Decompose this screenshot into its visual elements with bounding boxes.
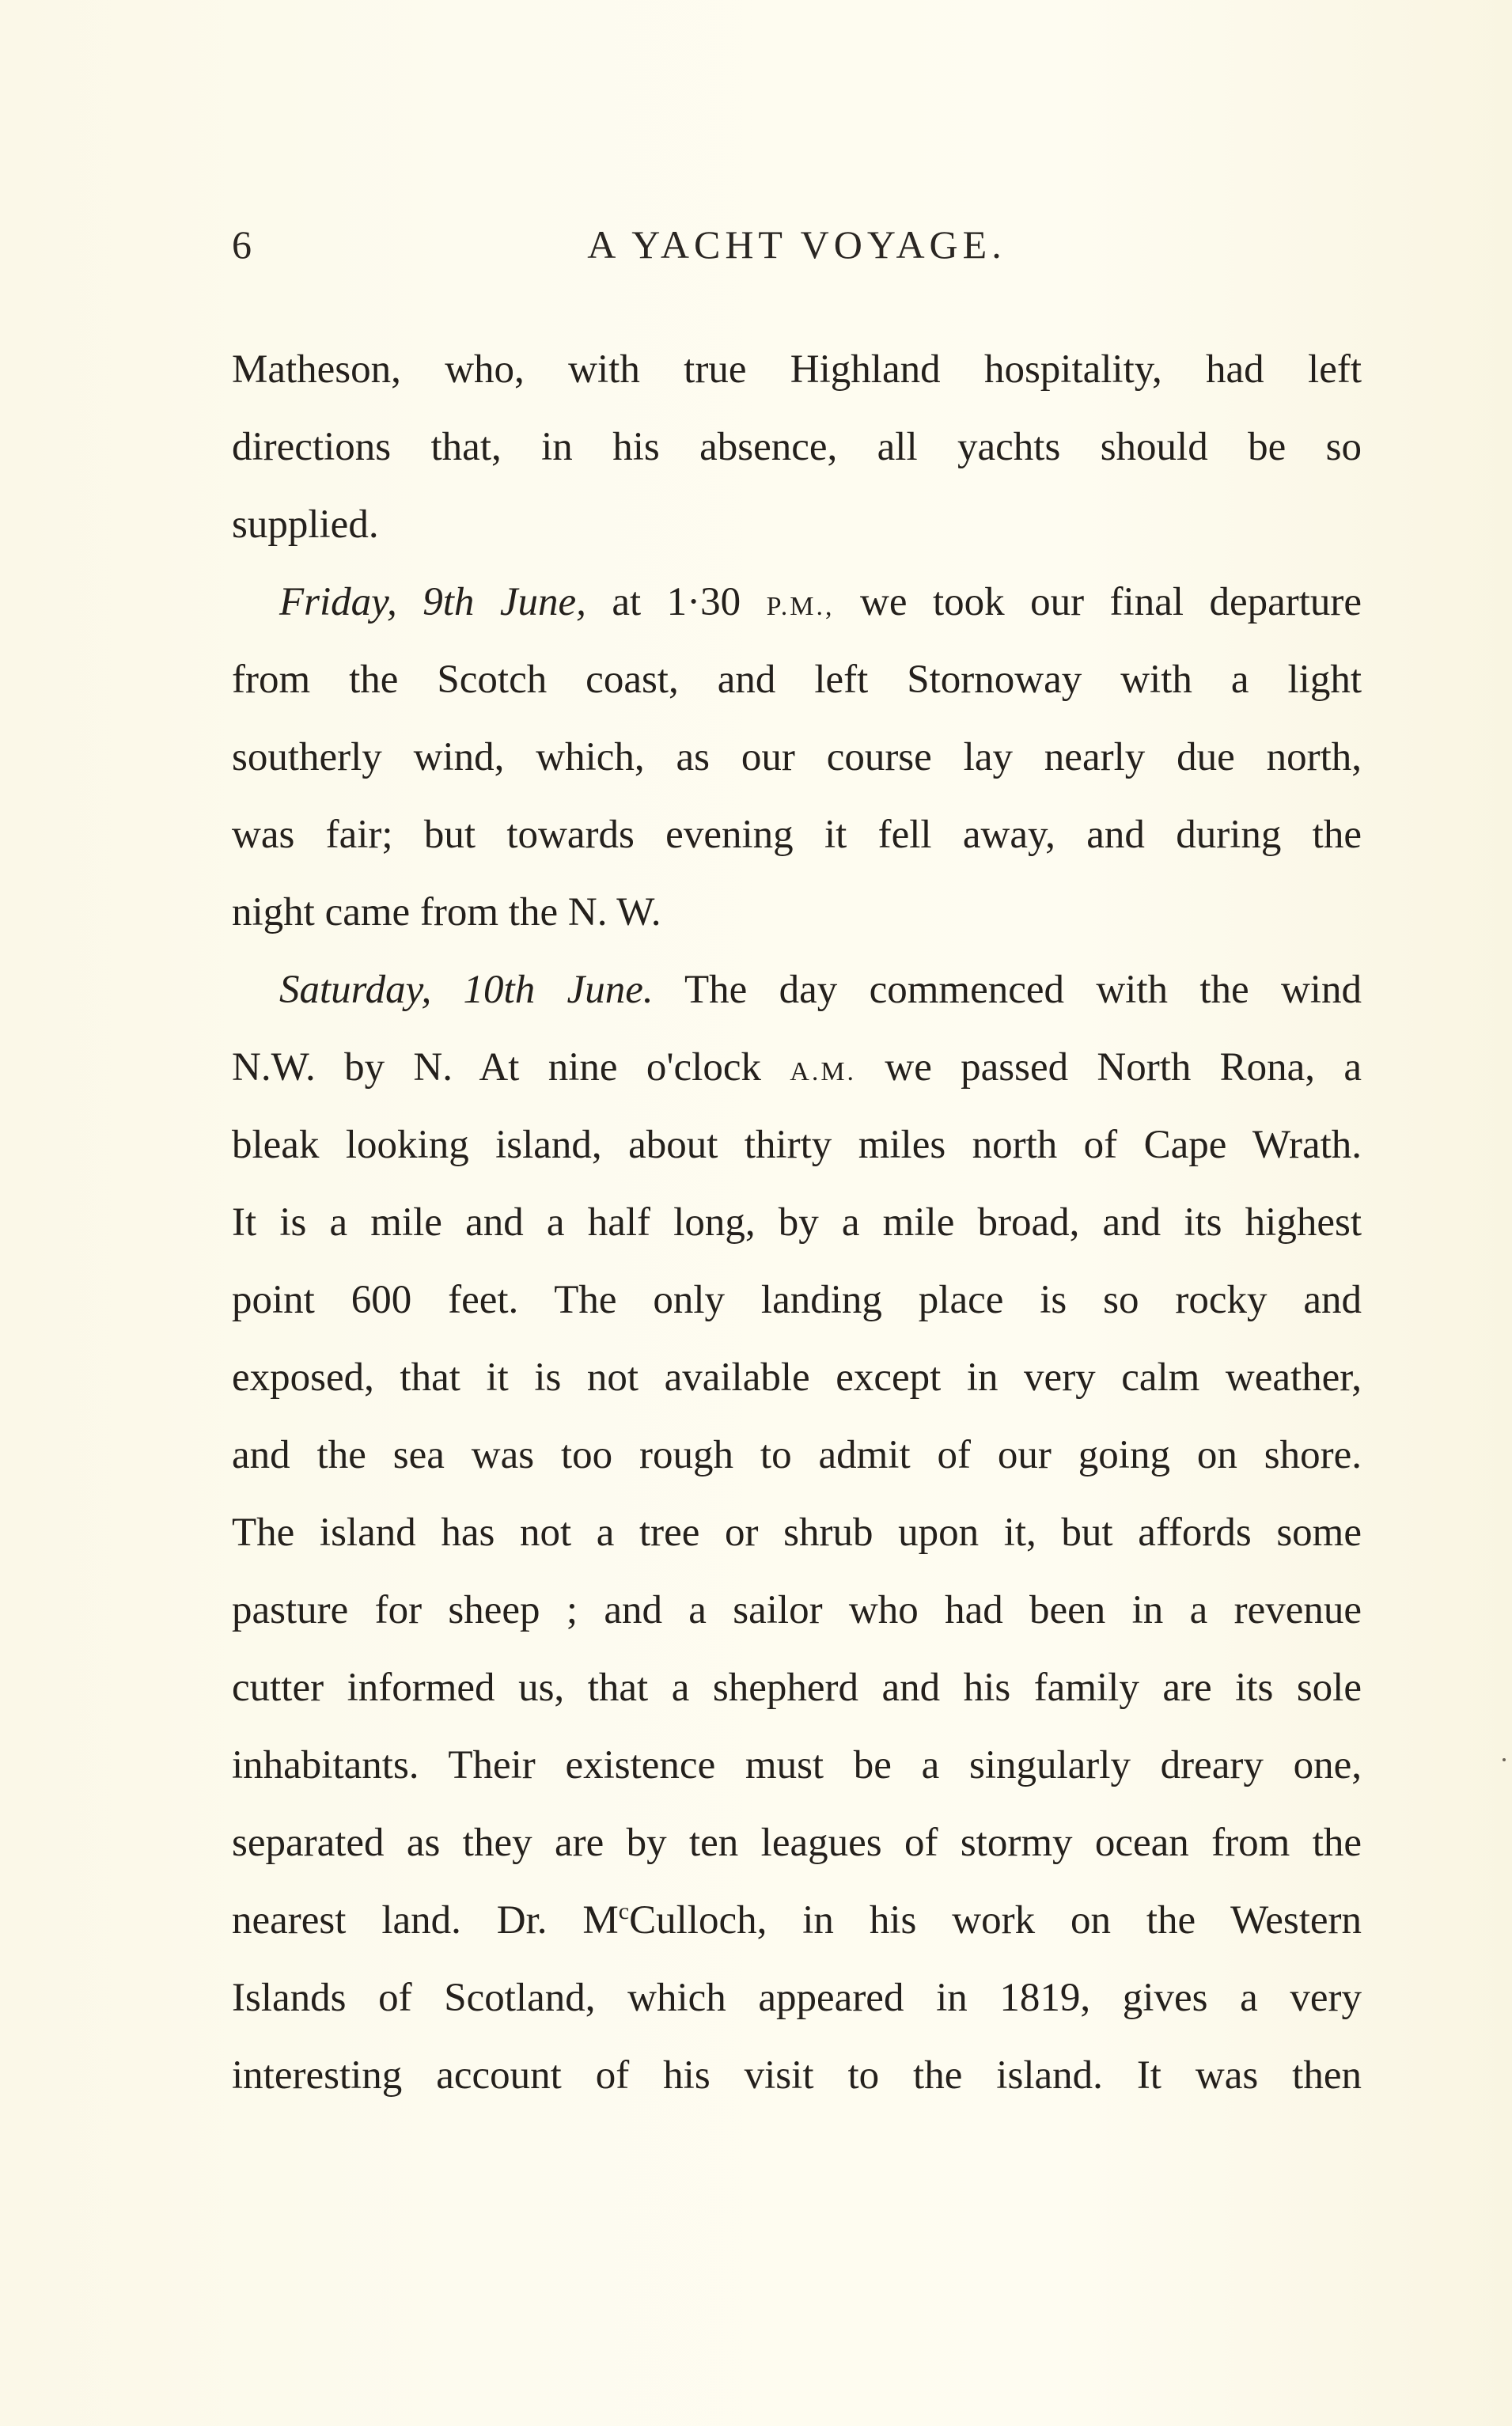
ink-speck (1503, 1758, 1506, 1761)
body-text (232, 331, 1362, 2114)
text-line (232, 1029, 1362, 1106)
superscript: c (618, 1898, 630, 1924)
text-line: The island has not a tree or shrub upon it, but affords some (232, 1511, 1362, 1555)
text-line: Matheson, who, with true Highland hospitality, had left (232, 347, 1362, 392)
text-line: night came from the N. W. (232, 890, 661, 934)
text-fragment: we took our final departure (860, 580, 1362, 624)
text-line: and the sea was too rough to admit of our going on shore. (232, 1433, 1362, 1477)
text-line: bleak looking island, about thirty miles north of Cape Wrath. (232, 1123, 1362, 1167)
text-line: Islands of Scotland, which appeared in 1819, gives a very (232, 1976, 1362, 2020)
text-line: pasture for sheep ; and a sailor who had been in a revenue (232, 1588, 1362, 1632)
text-line: supplied. (232, 502, 379, 547)
text-line: It is a mile and a half long, by a mile broad, and its highest (232, 1200, 1362, 1245)
text-line: directions that, in his absence, all yachts should be so (232, 425, 1362, 469)
text-line (232, 951, 1362, 1029)
text-fragment: Culloch, in his work on the Western (629, 1898, 1362, 1943)
time-abbreviation: P.M., (766, 592, 835, 621)
date-day: Friday, (279, 580, 397, 624)
text-line: inhabitants. Their existence must be a singularly dreary one, (232, 1743, 1362, 1787)
text-fragment: nearest land. Dr. M (232, 1898, 619, 1943)
text-line: from the Scotch coast, and left Stornoway with a light (232, 658, 1362, 702)
date: 10th June. (463, 968, 654, 1012)
text-line: point 600 feet. The only landing place is so rocky and (232, 1278, 1362, 1322)
text-line: cutter informed us, that a shepherd and his family are its sole (232, 1666, 1362, 1710)
text-fragment: N.W. by N. At nine o'clock (232, 1045, 761, 1090)
running-head (232, 212, 1362, 283)
text-line: interesting account of his visit to the island. It was then (232, 2053, 1362, 2098)
date: 9th June, (423, 580, 586, 624)
text-fragment: we passed North Rona, a (885, 1045, 1362, 1090)
date-day: Saturday, (279, 968, 432, 1012)
page-number: 6 (232, 222, 252, 267)
text-line: separated as they are by ten leagues of stormy ocean from the (232, 1821, 1362, 1865)
text-line (232, 563, 1362, 641)
time-abbreviation: A.M. (790, 1057, 857, 1086)
text-line: southerly wind, which, as our course lay nearly due north, (232, 735, 1362, 779)
text-line: was fair; but towards evening it fell away, and during the (232, 813, 1362, 857)
text-line: exposed, that it is not available except in very calm weather, (232, 1355, 1362, 1400)
text-fragment: The day commenced with the wind (684, 968, 1362, 1012)
text-line (232, 1882, 1362, 1959)
text-fragment: at 1·30 (612, 580, 741, 624)
running-title: A YACHT VOYAGE. (587, 222, 1006, 267)
